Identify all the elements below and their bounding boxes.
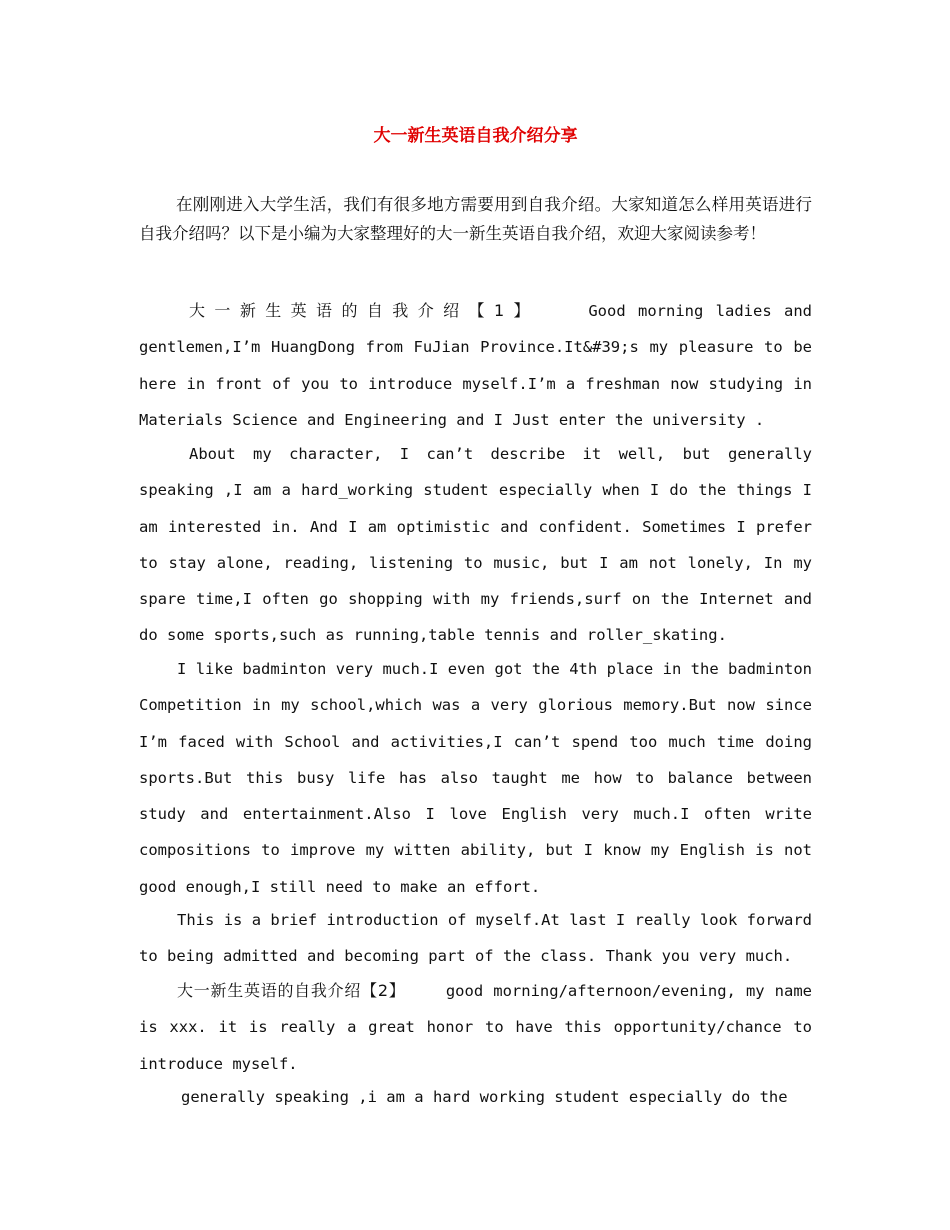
- intro-paragraph: [139, 190, 812, 248]
- section1-paragraph3: [139, 651, 812, 905]
- section1-paragraph1: [139, 293, 812, 438]
- section2-paragraph2: [139, 1079, 812, 1115]
- intro-text: 在刚刚进入大学生活，我们有很多地方需要用到自我介绍。大家知道怎么样用英语进行自我介绍吗？以下是小编为大家整理好的大一新生英语自我介绍，欢迎大家阅读参考！: [139, 195, 812, 243]
- section1-paragraph2: [139, 436, 812, 654]
- document-title: 大一新生英语自我介绍分享: [373, 126, 578, 146]
- section2-p2-text: generally speaking ,i am a hard working student especially do the: [181, 1088, 788, 1106]
- section2-p1-text: good morning/afternoon/evening, my name is xxx. it is really a great honor to have this opportunity/chance to introduce myself.: [139, 982, 813, 1073]
- section1-p4-text: This is a brief introduction of myself.At last I really look forward to being admitted and becoming part of the class. Thank you very much.: [139, 911, 812, 966]
- section1-p3-text: I like badminton very much.I even got the 4th place in the badminton Competition in my school,which was a very glorious memory.But now since I’m faced with School and activities,I can’t spend too much time doing sports.But this busy life has also taught me how to balance between study and entertainment.Also I love English very much.I often write compositions to improve my witten ability, but I know my English is not good enough,I still need to make an effort.: [139, 660, 812, 896]
- section1-p1-text: Good morning ladies and gentlemen,I’m HuangDong from FuJian Province.It&#39;s my pleasure to be here in front of you to introduce myself.I’m a freshman now studying in Materials Science and Engineering and I Just enter the university .: [139, 302, 812, 429]
- section1-paragraph4: [139, 902, 812, 975]
- section1-heading: 大一新生英语的自我介绍【1】: [189, 301, 539, 320]
- document-page: [139, 0, 812, 1230]
- section2-paragraph1: [139, 973, 812, 1082]
- section1-p2-text: About my character, I can’t describe it well, but generally speaking ,I am a hard_working student especially when I do the things I am interested in. And I am optimistic and confident. Sometimes I prefer to stay alone, reading, listening to music, but I am not lonely, In my spare time,I often go shopping with my friends,surf on the Internet and do some sports,such as running,table tennis and roller_skating.: [139, 445, 812, 645]
- section2-heading: 大一新生英语的自我介绍【2】: [177, 981, 406, 1000]
